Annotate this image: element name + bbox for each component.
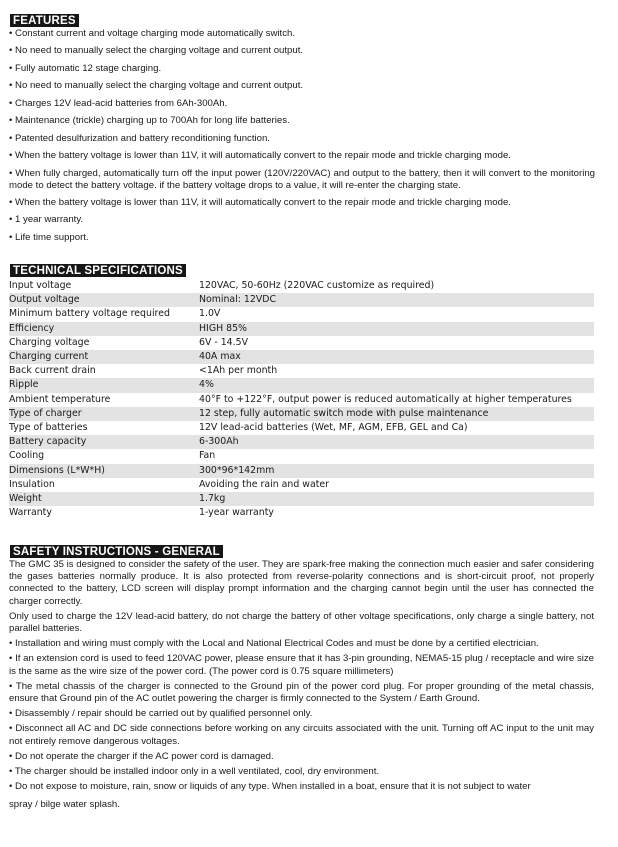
spec-label: Minimum battery voltage required	[9, 308, 170, 320]
spec-row	[9, 307, 594, 321]
spec-row	[9, 478, 594, 492]
spec-label: Efficiency	[9, 322, 199, 336]
spec-row	[9, 435, 594, 449]
spec-row	[9, 279, 594, 293]
spec-value: 6V - 14.5V	[199, 336, 249, 348]
feature-item: • No need to manually select the charging voltage and current output.	[9, 80, 595, 92]
spec-value: Nominal: 12VDC	[199, 293, 594, 307]
safety-item-last-line-1: • Do not expose to moisture, rain, snow or liquids of any type. When installed in a boat, ensure that it is not subject to water	[9, 781, 594, 793]
safety-item: • Installation and wiring must comply with the Local and National Electrical Codes and must be done by a certified electrician.	[9, 638, 594, 650]
spec-value: 300*96*142mm	[199, 464, 594, 478]
spec-label: Dimensions (L*W*H)	[9, 464, 199, 478]
spec-row	[9, 293, 594, 307]
specs-heading: TECHNICAL SPECIFICATIONS	[10, 264, 186, 277]
safety-intro: The GMC 35 is designed to consider the safety of the user. They are spark-free making the connection much easier and safer considering the gases batteries normally produce. It is also protected from reverse-polarity connections and is short-circuit proof, not properly connected to the battery, LCD screen will display prompt information and the charging cannot begin until the user has connected the charger correctly.	[9, 559, 594, 607]
feature-item: • Patented desulfurization and battery reconditioning function.	[9, 133, 595, 145]
feature-item: • When the battery voltage is lower than 11V, it will automatically convert to the repair mode and trickle charging mode.	[9, 197, 595, 209]
spec-value: 6-300Ah	[199, 435, 594, 449]
spec-value: 40°F to +122°F, output power is reduced automatically at higher temperatures	[199, 393, 572, 405]
feature-item: • Fully automatic 12 stage charging.	[9, 63, 595, 75]
spec-value: 12V lead-acid batteries (Wet, MF, AGM, EFB, GEL and Ca)	[199, 422, 468, 434]
spec-label: Ripple	[9, 378, 199, 392]
spec-label: Insulation	[9, 478, 55, 490]
feature-item: • Charges 12V lead-acid batteries from 6Ah-300Ah.	[9, 98, 595, 110]
features-list	[9, 28, 595, 249]
spec-value: 1.7kg	[199, 492, 594, 506]
spec-value: 1-year warranty	[199, 507, 274, 519]
spec-value: 120VAC, 50-60Hz (220VAC customize as required)	[199, 280, 435, 291]
spec-row	[9, 407, 594, 421]
spec-label: Cooling	[9, 450, 45, 462]
safety-item: • Disassembly / repair should be carried out by qualified personnel only.	[9, 708, 594, 720]
spec-label: Ambient temperature	[9, 393, 111, 405]
spec-value: HIGH 85%	[199, 322, 594, 336]
safety-item: • If an extension cord is used to feed 120VAC power, please ensure that it has 3-pin grounding, NEMA5-15 plug / receptacle and wire size is the same as the wire size of the power cord. (The power cord is 0.75 square millimeters)	[9, 653, 594, 677]
feature-item: • 1 year warranty.	[9, 214, 595, 226]
spec-label: Charging current	[9, 350, 199, 364]
spec-row	[9, 464, 594, 478]
spec-row	[9, 421, 594, 435]
spec-row	[9, 378, 594, 392]
spec-value: Avoiding the rain and water	[199, 478, 329, 490]
safety-note: Only used to charge the 12V lead-acid battery, do not charge the battery of other voltage specifications, only charge a single battery, not parallel batteries.	[9, 610, 594, 635]
features-heading: FEATURES	[10, 14, 79, 27]
spec-value: Fan	[199, 450, 216, 462]
spec-label: Type of charger	[9, 407, 199, 421]
spec-label: Battery capacity	[9, 435, 199, 449]
spec-row	[9, 322, 594, 336]
spec-row	[9, 506, 594, 520]
feature-item: • No need to manually select the charging voltage and current output.	[9, 45, 595, 57]
spec-label: Weight	[9, 492, 199, 506]
spec-value: 12 step, fully automatic switch mode with pulse maintenance	[199, 407, 594, 421]
safety-item: • Disconnect all AC and DC side connections before working on any circuits associated with the unit. Turning off AC input to the unit may not entirely remove dangerous voltages.	[9, 723, 594, 747]
specs-table	[9, 279, 594, 520]
feature-item: • When the battery voltage is lower than 11V, it will automatically convert to the repair mode and trickle charging mode.	[9, 150, 595, 162]
spec-value: 4%	[199, 378, 594, 392]
spec-row	[9, 393, 594, 407]
feature-item: • Constant current and voltage charging mode automatically switch.	[9, 28, 595, 40]
spec-label: Back current drain	[9, 365, 96, 377]
spec-label: Input voltage	[9, 280, 72, 291]
feature-item: • When fully charged, automatically turn off the input power (120V/220VAC) and output to the battery, then it will convert to the monitoring mode to detect the battery voltage. if the battery voltage drops to a value, it will re-enter the charging state.	[9, 168, 595, 192]
spec-label: Output voltage	[9, 293, 199, 307]
spec-value: 1.0V	[199, 308, 221, 320]
safety-item: • The metal chassis of the charger is connected to the Ground pin of the power cord plug. For proper grounding of the metal chassis, ensure that Ground pin of the AC outlet powering the charger is firmly connected to the System / Earth Ground.	[9, 681, 594, 705]
spec-value: 40A max	[199, 350, 594, 364]
safety-section	[9, 559, 594, 812]
spec-row	[9, 364, 594, 378]
spec-row	[9, 336, 594, 350]
spec-value: <1Ah per month	[199, 365, 278, 377]
feature-item: • Life time support.	[9, 232, 595, 244]
safety-heading: SAFETY INSTRUCTIONS - GENERAL	[10, 545, 223, 558]
spec-label: Warranty	[9, 507, 52, 519]
spec-label: Charging voltage	[9, 336, 90, 348]
spec-row	[9, 449, 594, 463]
spec-label: Type of batteries	[9, 422, 88, 434]
spec-row	[9, 492, 594, 506]
spec-row	[9, 350, 594, 364]
safety-item: • The charger should be installed indoor only in a well ventilated, cool, dry environment.	[9, 766, 594, 778]
feature-item: • Maintenance (trickle) charging up to 700Ah for long life batteries.	[9, 115, 595, 127]
safety-item: • Do not operate the charger if the AC power cord is damaged.	[9, 751, 594, 763]
safety-item-last-line-2: spray / bilge water splash.	[9, 799, 120, 811]
